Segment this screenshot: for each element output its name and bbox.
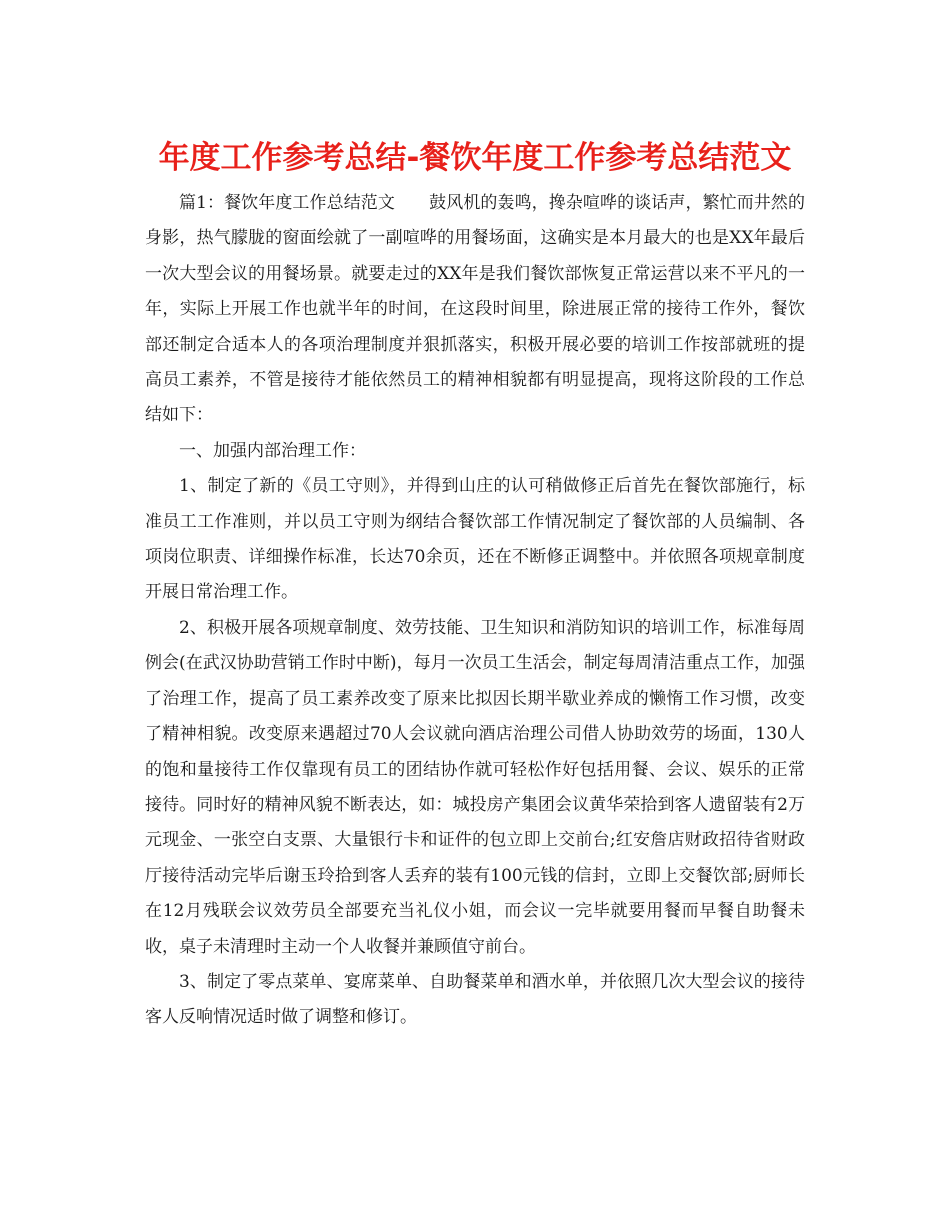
paragraph-item-1: 1、制定了新的《员工守则》，并得到山庄的认可稍做修正后首先在餐饮部施行，标准员工工作准则，并以员工守则为纲结合餐饮部工作情况制定了餐饮部的人员编制、各项岗位职责、详细操作标准，长达70余页，还在不断修正调整中。并依照各项规章制度开展日常治理工作。 (145, 476, 805, 603)
paragraph-section-heading: 一、加强内部治理工作： (179, 440, 366, 461)
paragraph-item-2: 2、积极开展各项规章制度、效劳技能、卫生知识和消防知识的培训工作，标准每周例会(在武汉协助营销工作时中断)，每月一次员工生活会，制定每周清洁重点工作，加强了治理工作，提高了员工素养改变了原来比拟因长期半歇业养成的懒惰工作习惯，改变了精神相貌。改变原来遇超过70人会议就向酒店治理公司借人协助效劳的场面，130人的饱和量接待工作仅靠现有员工的团结协作就可轻松作好包括用餐、会议、娱乐的正常接待。同时好的精神风貌不断表达，如：城投房产集团会议黄华荣拾到客人遗留装有2万元现金、一张空白支票、大量银行卡和证件的包立即上交前台;红安詹店财政招待省财政厅接待活动完毕后谢玉玲拾到客人丢弃的装有100元钱的信封，立即上交餐饮部;厨师长在12月残联会议效劳员全部要充当礼仪小姐，而会议一完毕就要用餐而早餐自助餐未收，桌子未清理时主动一个人收餐并兼顾值守前台。 (145, 617, 805, 957)
paragraph-item-3: 3、制定了零点菜单、宴席菜单、自助餐菜单和酒水单，并依照几次大型会议的接待客人反响情况适时做了调整和修订。 (145, 971, 805, 1028)
document-title: 年度工作参考总结-餐饮年度工作参考总结范文 (158, 140, 792, 176)
paragraph-intro: 篇1：餐饮年度工作总结范文 鼓风机的轰鸣，搀杂喧哗的谈话声，繁忙而井然的身影，热气朦胧的窗面绘就了一副喧哗的用餐场面，这确实是本月最大的也是XX年最后一次大型会议的用餐场景。就要走过的XX年是我们餐饮部恢复正常运营以来不平凡的一年，实际上开展工作也就半年的时间，在这段时间里，除进展正常的接待工作外，餐饮部还制定合适本人的各项治理制度并狠抓落实，积极开展必要的培训工作按部就班的提高员工素养，不管是接待才能依然员工的精神相貌都有明显提高，现将这阶段的工作总结如下： (145, 193, 805, 426)
